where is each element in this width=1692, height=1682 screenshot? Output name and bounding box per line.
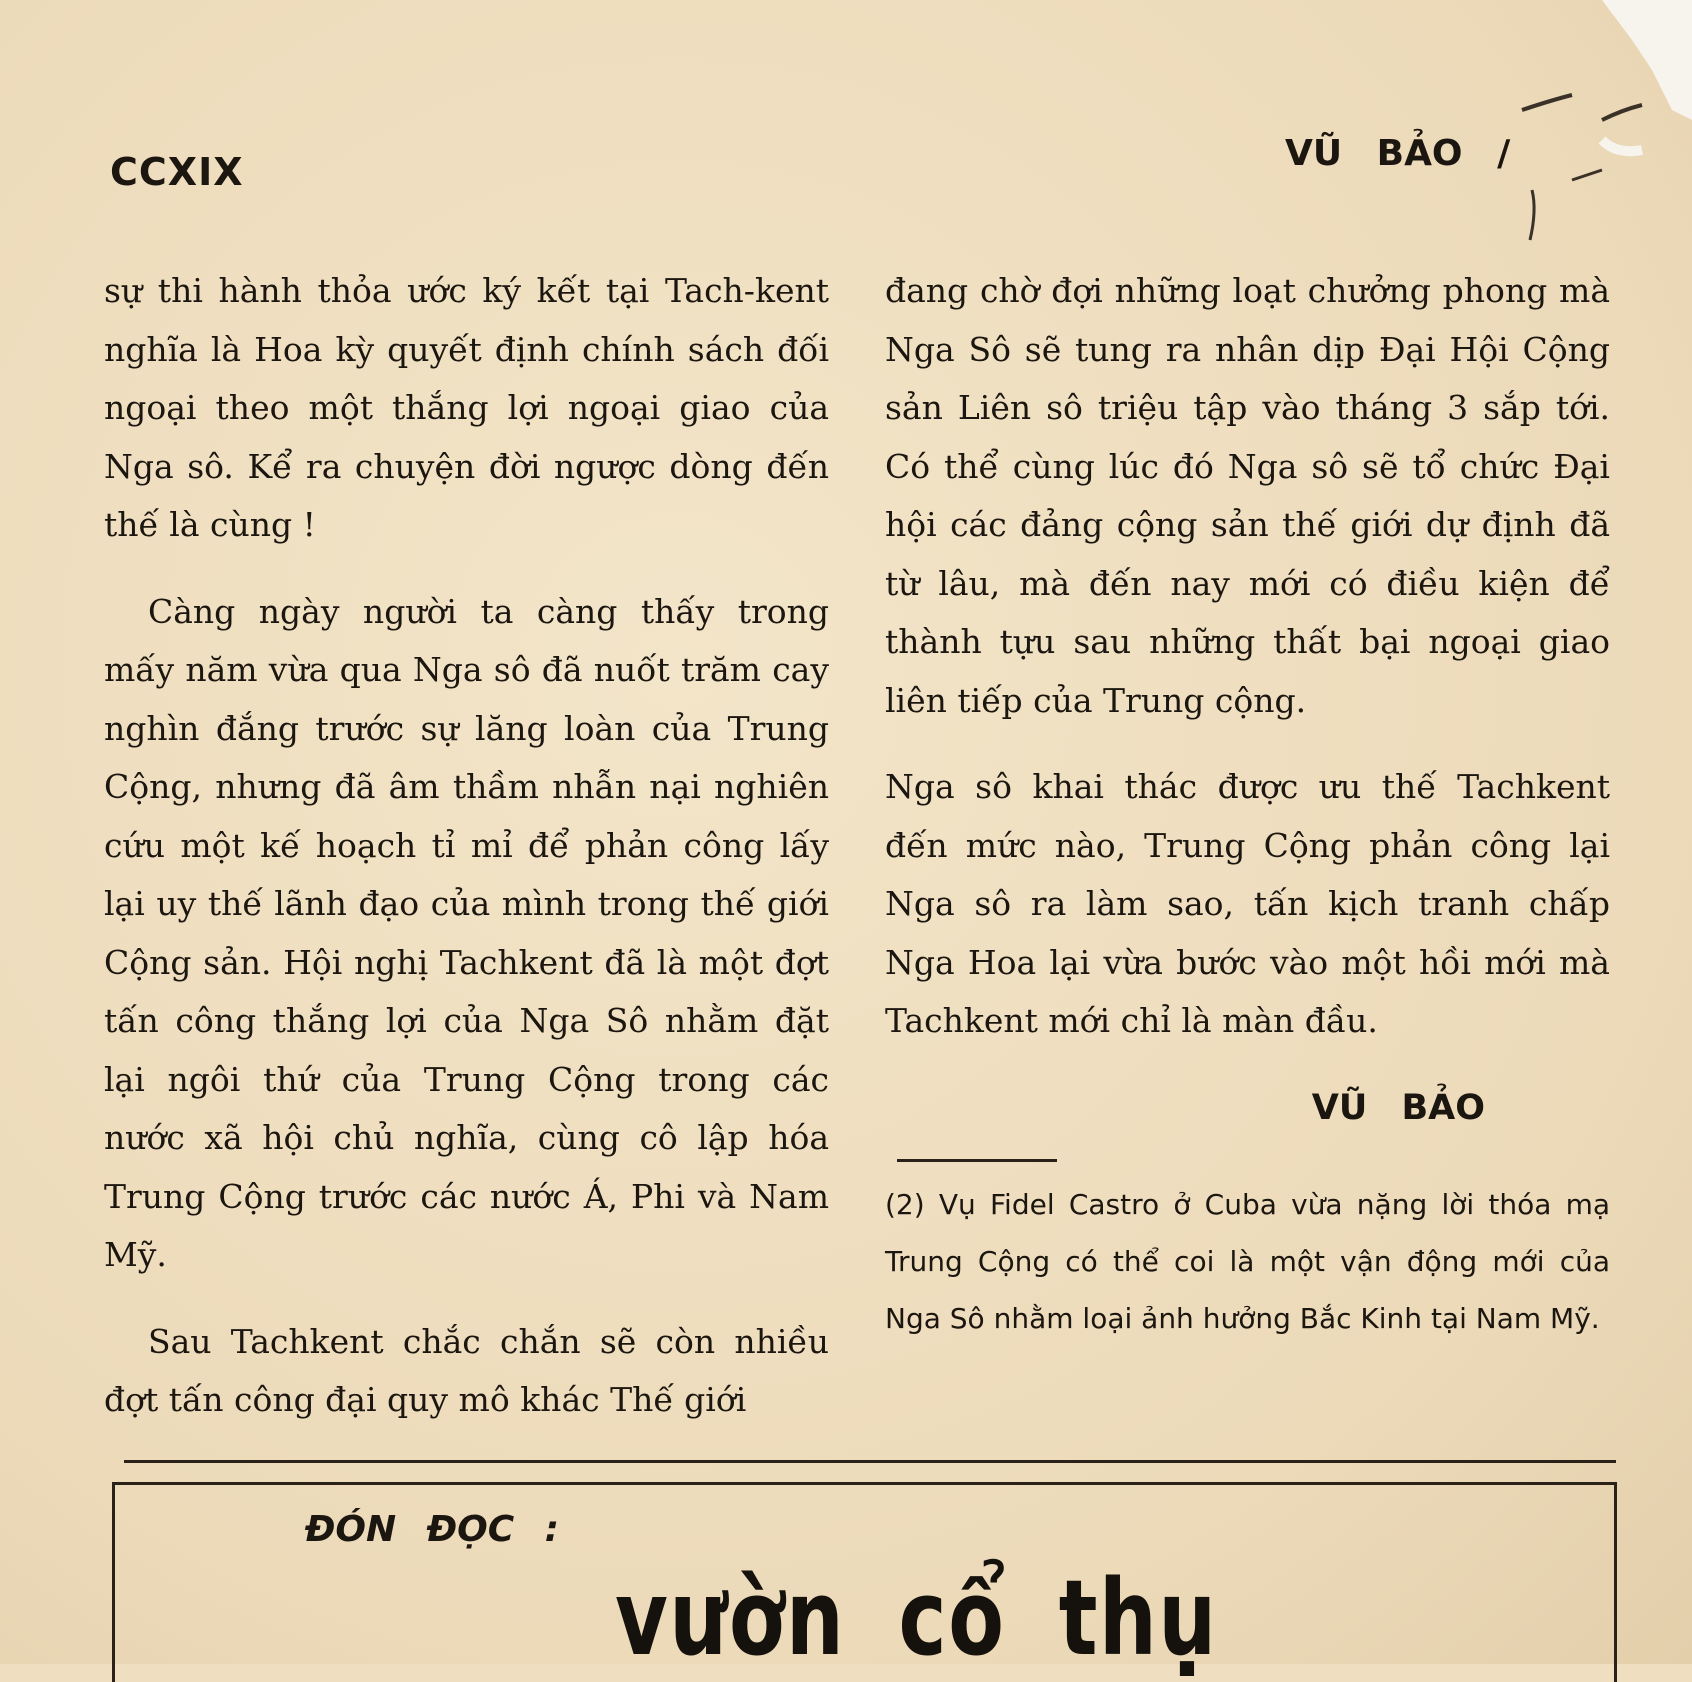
divider-rule (124, 1460, 1616, 1463)
footnote-divider (897, 1159, 1057, 1162)
promo-label: ĐÓN ĐỌC : (305, 1509, 560, 1550)
torn-corner (1492, 0, 1692, 260)
paragraph: Càng ngày người ta càng thấy trong mấy năm vừa qua Nga sô đã nuốt trăm cay nghìn đắng trước sự lăng loàn của Trung Cộng, nhưng đã âm thầm nhẫn nại nghiên cứu một kế hoạch tỉ mỉ để phản công lấy lại uy thế lãnh đạo của mình trong thế giới Cộng sản. Hội nghị Tachkent đã là một đợt tấn công thắng lợi của Nga Sô nhằm đặt lại ngôi thứ của Trung Cộng trong các nước xã hội chủ nghĩa, cùng cô lập hóa Trung Cộng trước các nước Á, Phi và Nam Mỹ. (104, 591, 829, 1274)
footnote: (2) Vụ Fidel Castro ở Cuba vừa nặng lời thóa mạ Trung Cộng có thể coi là một vận động mới của Nga Sô nhằm loại ảnh hưởng Bắc Kinh tại Nam Mỹ. (885, 1188, 1610, 1335)
promo-box (112, 1482, 1617, 1682)
paragraph: đang chờ đợi những loạt chưởng phong mà Nga Sô sẽ tung ra nhân dịp Đại Hội Cộng sản Liên sô triệu tập vào tháng 3 sắp tới. Có thể cùng lúc đó Nga sô sẽ tổ chức Đại hội các đảng cộng sản thế giới dự định đã từ lâu, mà đến nay mới có điều kiện để thành tựu sau những thất bại ngoại giao liên tiếp của Trung cộng. (885, 271, 1610, 720)
page-number: CCXIX (110, 150, 244, 194)
promo-title: vườn cổ thụ (615, 1557, 1218, 1679)
paragraph: Sau Tachkent chắc chắn sẽ còn nhiều đợt tấn công đại quy mô khác Thế giới (104, 1321, 829, 1419)
right-column (885, 262, 1610, 1347)
paragraph: sự thi hành thỏa ước ký kết tại Tach-kent nghĩa là Hoa kỳ quyết định chính sách đối ngoại theo một thắng lợi ngoại giao của Nga sô. Kể ra chuyện đời ngược dòng đến thế là cùng ! (104, 271, 829, 544)
running-author: VŨ BẢO / (1285, 133, 1511, 174)
left-column (104, 262, 829, 1458)
author-signature: VŨ BẢO (1311, 1087, 1485, 1128)
paragraph: Nga sô khai thác được ưu thế Tachkent đến mức nào, Trung Cộng phản công lại Nga sô ra làm sao, tấn kịch tranh chấp Nga Hoa lại vừa bước vào một hồi mới mà Tachkent mới chỉ là màn đầu. (885, 767, 1610, 1040)
